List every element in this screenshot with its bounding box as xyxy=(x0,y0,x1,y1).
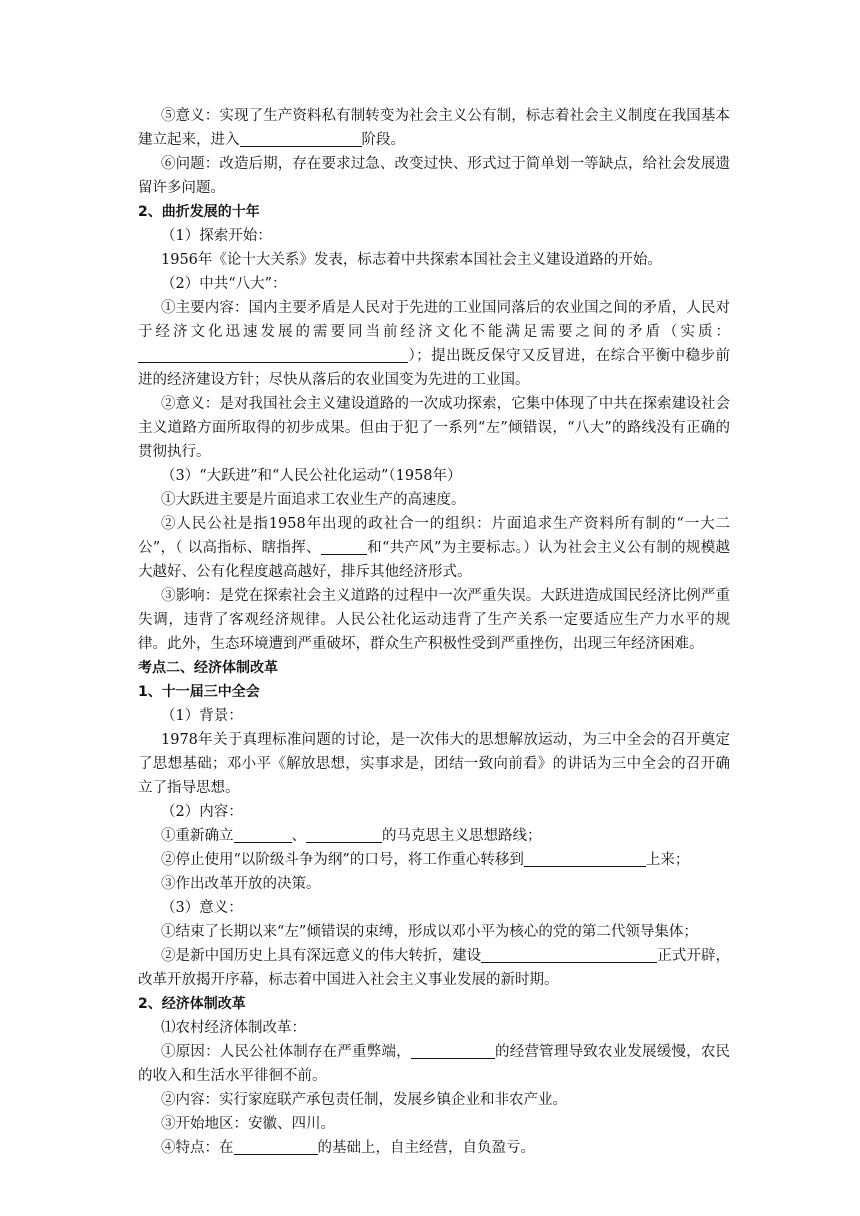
fill-blank[interactable] xyxy=(138,346,408,363)
paragraph: ③开始地区：安徽、四川。 xyxy=(161,1116,335,1132)
paragraph: （2）内容： xyxy=(161,804,243,820)
section-heading: 2、经济体制改革 xyxy=(138,996,246,1012)
paragraph: （3）“大跃进”和“人民公社化运动”（1958年） xyxy=(161,468,462,484)
fill-blank[interactable] xyxy=(234,826,292,843)
paragraph: ①大跃进主要是片面追求工农业生产的高速度。 xyxy=(161,492,466,508)
paragraph: 1978年关于真理标准问题的讨论，是一次伟大的思想解放运动，为三中全会的召开奠定了思想基础；邓小平《解放思想，实事求是，团结一致向前看》的讲话为三中全会的召开确立了指导思想。 xyxy=(138,732,730,796)
paragraph: ④特点：在 的基础上，自主经营，自负盈亏。 xyxy=(161,1140,535,1156)
paragraph: ①原因：人民公社体制存在严重弊端， 的经营管理导致农业发展缓慢，农民的收入和生活水平徘徊不前。 xyxy=(138,1044,731,1084)
fill-blank[interactable] xyxy=(306,826,382,843)
paragraph: ①结束了长期以来“左”倾错误的束缚，形成以邓小平为核心的党的第二代领导集体； xyxy=(161,924,698,940)
paragraph: （1）探索开始： xyxy=(161,228,272,244)
paragraph: ①主要内容：国内主要矛盾是人民对于先进的工业国同落后的农业国之间的矛盾，人民对于经济文化迅速发展的需要同当前经济文化不能满足需要之间的矛盾（实质：）；提出既反保守又反冒进，在综合平衡中稳步前进的经济建设方针；尽快从落后的农业国变为先进的工业国。 xyxy=(138,300,730,388)
document-body xyxy=(138,104,730,1160)
paragraph: ②人民公社是指1958年出现的政社合一的组织：片面追求生产资料所有制的“一大二公”，（ 以高指标、瞎指挥、 和“共产风”为主要标志。）认为社会主义公有制的规模越大越好、公有化程度越高越好，排斥其他经济形式。 xyxy=(138,516,730,580)
paragraph: （2）中共“八大”： xyxy=(161,276,287,292)
paragraph: （3）意义： xyxy=(161,900,243,916)
section-heading: 1、十一届三中全会 xyxy=(138,684,260,700)
fill-blank[interactable] xyxy=(481,946,657,963)
section-heading: 考点二、经济体制改革 xyxy=(138,660,278,676)
fill-blank[interactable] xyxy=(524,850,646,867)
paragraph: ②内容：实行家庭联产承包责任制，发展乡镇企业和非农产业。 xyxy=(161,1092,567,1108)
paragraph: ②是新中国历史上具有深远意义的伟大转折，建设 正式开辟，改革开放揭开序幕，标志着中国进入社会主义事业发展的新时期。 xyxy=(138,948,731,988)
fill-blank[interactable] xyxy=(321,538,367,555)
fill-blank[interactable] xyxy=(234,1138,318,1155)
paragraph: ③作出改革开放的决策。 xyxy=(161,876,321,892)
paragraph: ②意义：是对我国社会主义建设道路的一次成功探索，它集中体现了中共在探索建设社会主义道路方面所取得的初步成果。但由于犯了一系列“左”倾错误，“八大”的路线没有正确的贯彻执行。 xyxy=(138,396,730,460)
paragraph: （1）背景： xyxy=(161,708,243,724)
paragraph: ②停止使用“以阶级斗争为纲”的口号，将工作重心转移到 上来； xyxy=(161,852,690,868)
fill-blank[interactable] xyxy=(411,1042,495,1059)
paragraph: ⑥问题：改造后期，存在要求过急、改变过快、形式过于简单划一等缺点，给社会发展遗留许多问题。 xyxy=(138,156,730,196)
fill-blank[interactable] xyxy=(240,130,362,147)
paragraph: ⑴农村经济体制改革： xyxy=(161,1020,306,1036)
section-heading: 2、曲折发展的十年 xyxy=(138,204,260,220)
paragraph: ⑤意义：实现了生产资料私有制转变为社会主义公有制，标志着社会主义制度在我国基本建立起来，进入 阶段。 xyxy=(138,108,730,148)
paragraph: ③影响：是党在探索社会主义道路的过程中一次严重失误。大跃进造成国民经济比例严重失调，违背了客观经济规律。人民公社化运动违背了生产关系一定要适应生产力水平的规律。此外，生态环境遭到严重破坏，群众生产积极性受到严重挫伤，出现三年经济困难。 xyxy=(138,588,730,652)
paragraph: 1956年《论十大关系》发表，标志着中共探索本国社会主义建设道路的开始。 xyxy=(161,252,662,268)
paragraph: ①重新确立 、 的马克思主义思想路线； xyxy=(161,828,542,844)
